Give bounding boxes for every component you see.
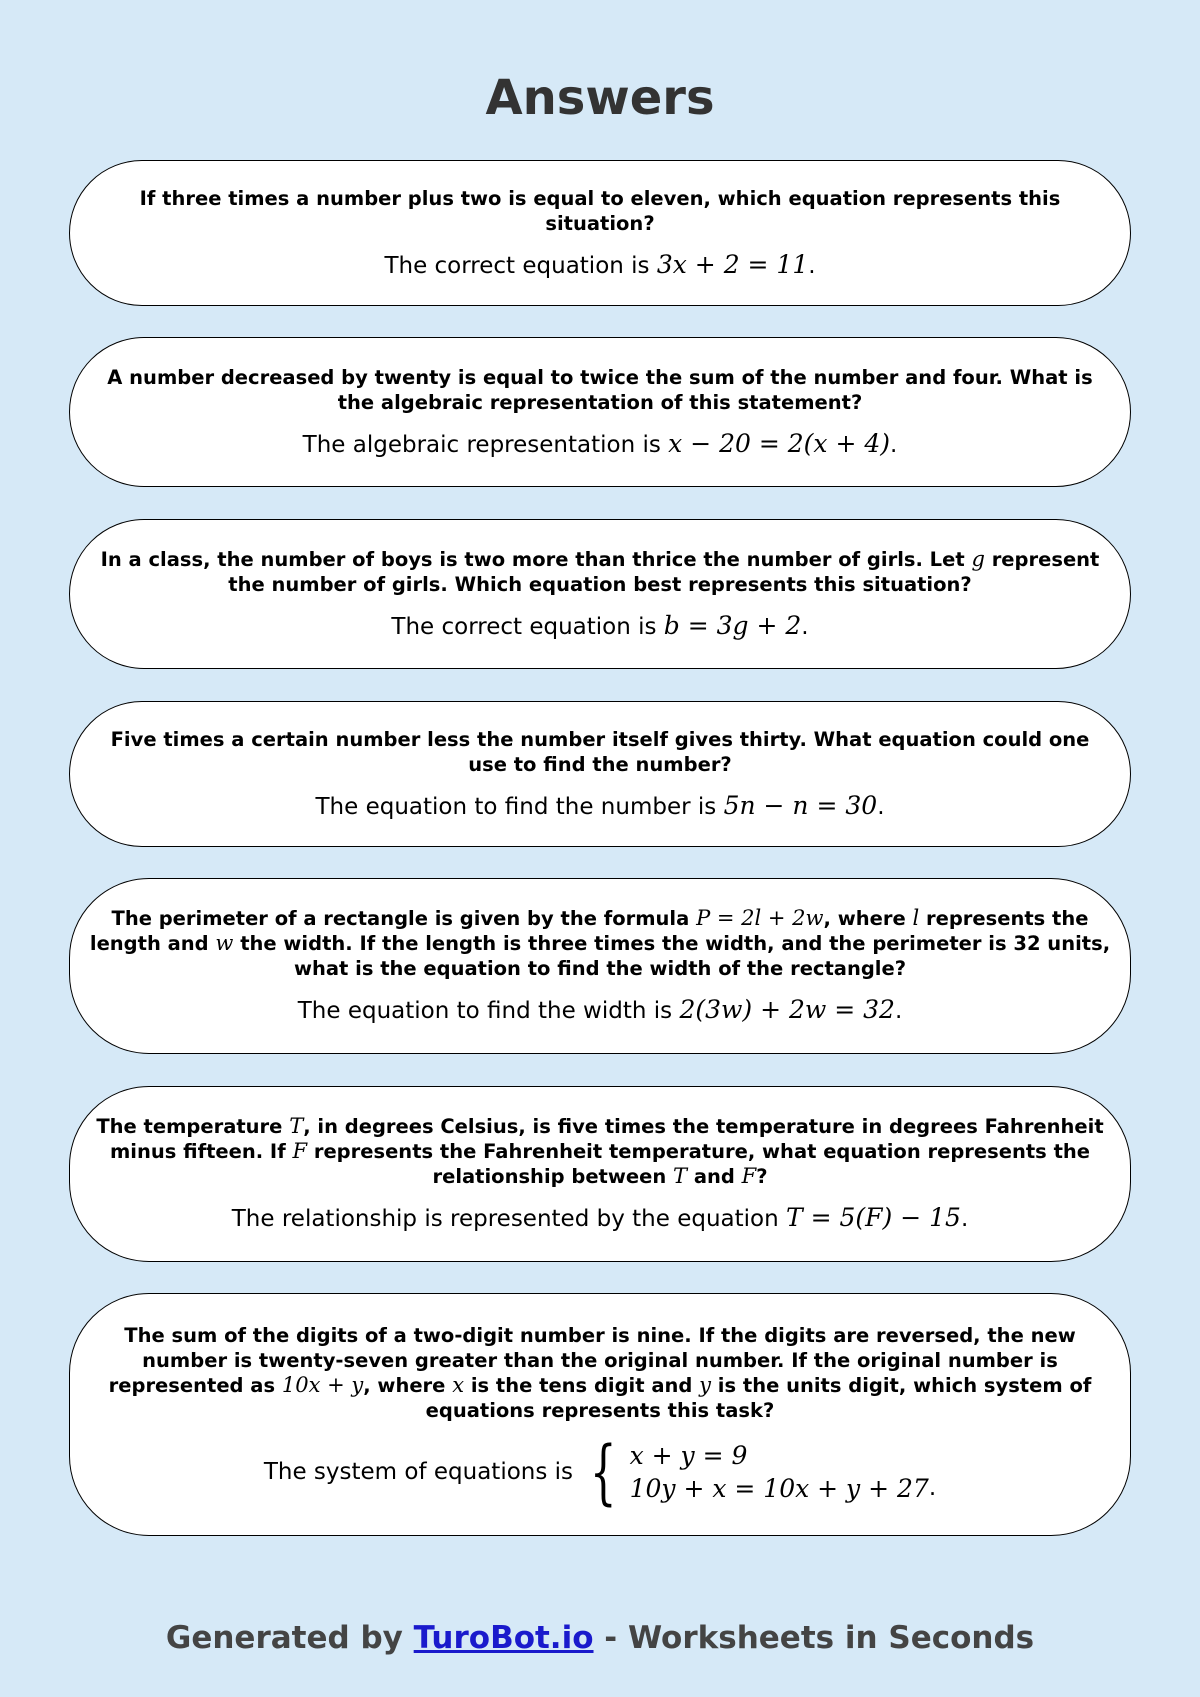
equation-line: 10y + x = 10x + y + 27 xyxy=(629,1473,929,1503)
answer-card-4 xyxy=(69,701,1131,847)
answer-text: The algebraic representation is x − 20 = 2(x + 4). xyxy=(302,428,898,458)
question-text: The perimeter of a rectangle is given by the formula P = 2l + 2w, where l represents the length and w the width. If the length is three times the width, and the perimeter is 32 units, what is the equation to find the width of the rectangle? xyxy=(89,906,1111,980)
answer-text: The correct equation is 3x + 2 = 11. xyxy=(384,249,816,279)
question-text: The sum of the digits of a two-digit number is nine. If the digits are reversed, the new number is twenty-seven greater than the original number. If the original number is represented as 10x + y, where x is the tens digit and y is the units digit, which system of equations represents this task? xyxy=(108,1323,1092,1422)
answer-card-2 xyxy=(69,337,1131,487)
question-text: The temperature T, in degrees Celsius, is five times the temperature in degrees Fahrenheit minus fifteen. If F represents the Fahrenheit temperature, what equation represents the relationship between T and F? xyxy=(96,1114,1104,1188)
equation-line: x + y = 9 xyxy=(629,1440,748,1470)
answer-text: The system of equations is { x + y = 9 10y + x = 10x + y + 27 . xyxy=(263,1430,937,1513)
question-text: In a class, the number of boys is two more than thrice the number of girls. Let g represent the number of girls. Which equation best represents this situation? xyxy=(100,546,1100,596)
question-text: If three times a number plus two is equal to eleven, which equation represents this situation? xyxy=(139,186,1061,235)
answer-text: The equation to find the width is 2(3w) + 2w = 32. xyxy=(297,995,903,1024)
question-text: Five times a certain number less the number itself gives thirty. What equation could one use to find the number? xyxy=(110,727,1090,776)
answer-card-1 xyxy=(69,160,1131,306)
answer-card-6 xyxy=(69,1086,1131,1262)
answer-card-7 xyxy=(69,1293,1131,1536)
answer-text: The equation to find the number is 5n − n = 30. xyxy=(315,790,885,820)
question-text: A number decreased by twenty is equal to twice the sum of the number and four. What is the algebraic representation of this statement? xyxy=(107,365,1093,414)
turobot-link[interactable]: TuroBot.io xyxy=(413,1620,594,1656)
answer-text: The relationship is represented by the equation T = 5(F) − 15. xyxy=(231,1203,969,1232)
footer: Generated by TuroBot.io - Worksheets in Seconds xyxy=(165,1620,1035,1656)
left-brace-icon: { xyxy=(589,1430,617,1513)
page-title: Answers xyxy=(485,70,715,126)
answer-card-3 xyxy=(69,519,1131,669)
answer-text: The correct equation is b = 3g + 2. xyxy=(391,610,809,640)
equation-system xyxy=(630,1439,929,1505)
answer-card-5 xyxy=(69,878,1131,1054)
